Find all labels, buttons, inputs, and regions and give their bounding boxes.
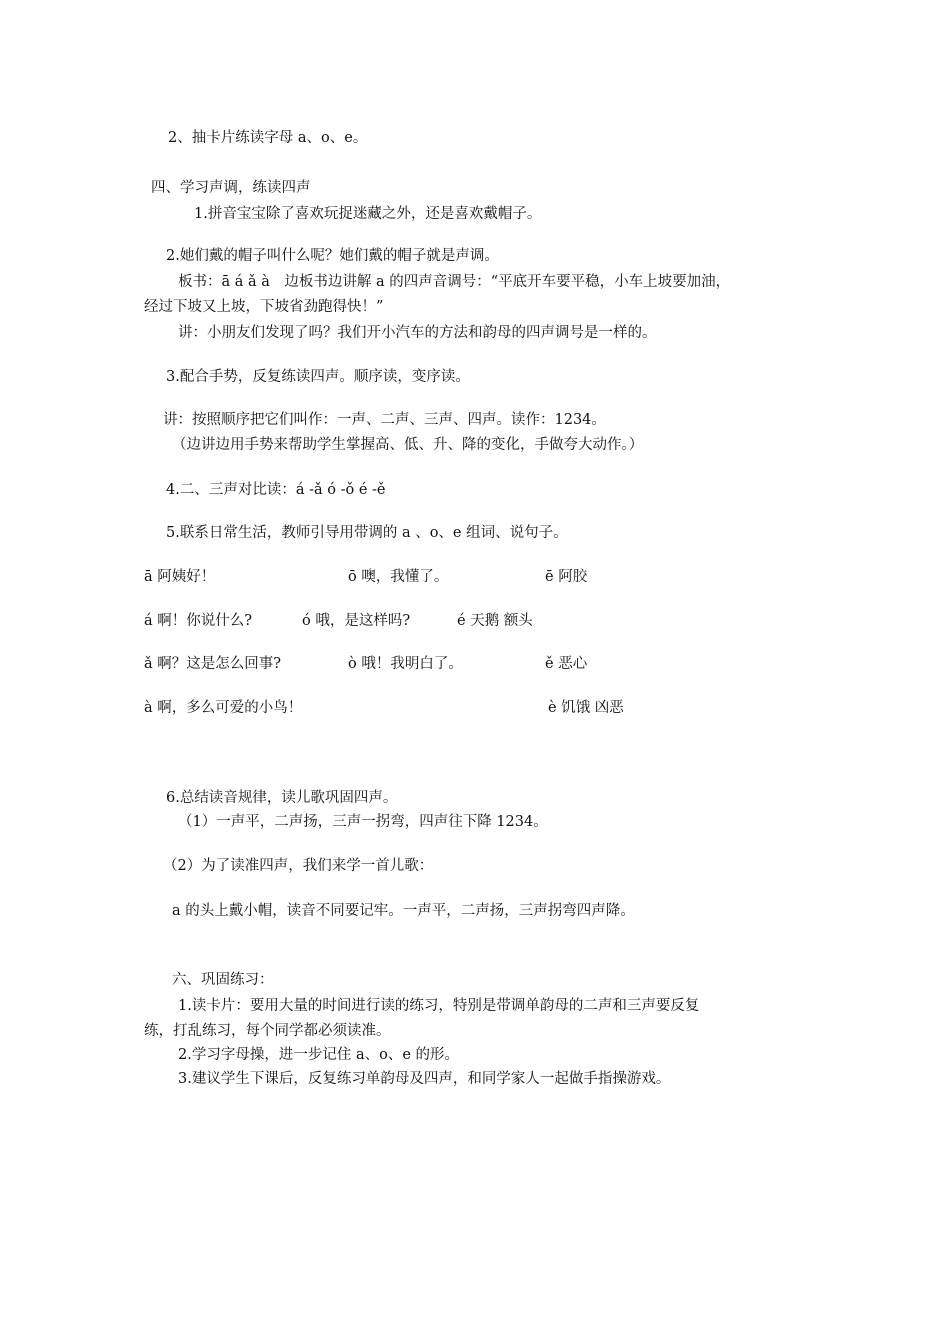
paragraph-hats: 1.拼音宝宝除了喜欢玩捉迷藏之外，还是喜欢戴帽子。: [194, 206, 542, 222]
paragraph-summary: 6.总结读音规律，读儿歌巩固四声。: [166, 790, 398, 806]
paragraph-read-cards-cont: 练，打乱练习，每个同学都必须读准。: [144, 1023, 391, 1039]
example-e: é 天鹅 额头: [457, 613, 533, 629]
example-o: ò 哦！我明白了。: [348, 656, 463, 672]
paragraph-read-cards: 1.读卡片：要用大量的时间进行读的练习，特别是带调单韵母的二声和三声要反复: [178, 998, 700, 1014]
paragraph-board-writing-cont: 经过下坡又上坡，下坡省劲跑得快！”: [144, 299, 384, 315]
example-a: ā 阿姨好！: [144, 569, 216, 585]
paragraph-tones-are-hats: 2.她们戴的帽子叫什么呢？她们戴的帽子就是声调。: [166, 248, 499, 264]
section-heading-practice: 六、巩固练习：: [172, 972, 274, 988]
paragraph-compare-tones: 4.二、三声对比读：á -ǎ ó -ǒ é -ě: [166, 482, 386, 498]
paragraph-rule-1: （1）一声平，二声扬，三声一拐弯，四声往下降 1234。: [178, 814, 548, 830]
example-o: ó 哦，是这样吗?: [302, 613, 411, 629]
paragraph-tone-names: 讲：按照顺序把它们叫作：一声、二声、三声、四声。读作：1234。: [163, 412, 606, 428]
example-a: ǎ 啊？这是怎么回事?: [144, 656, 282, 672]
paragraph-rhyme: a 的头上戴小帽，读音不同要记牢。一声平，二声扬，三声拐弯四声降。: [172, 903, 635, 919]
example-o: ō 噢，我懂了。: [348, 569, 449, 585]
paragraph-homework: 3.建议学生下课后，反复练习单韵母及四声，和同学家人一起做手指操游戏。: [178, 1071, 671, 1087]
paragraph-gesture-note: （边讲边用手势来帮助学生掌握高、低、升、降的变化，手做夸大动作。）: [172, 437, 644, 453]
paragraph-letter-exercise: 2.学习字母操，进一步记住 a、o、e 的形。: [178, 1047, 460, 1063]
paragraph-gestures: 3.配合手势，反复练读四声。顺序读，变序读。: [166, 369, 470, 385]
section-heading-tones: 四、学习声调，练读四声: [151, 180, 311, 196]
paragraph-daily-life: 5.联系日常生活，教师引导用带调的 a 、o、e 组词、说句子。: [166, 525, 568, 541]
paragraph-explain-car: 讲：小朋友们发现了吗？我们开小汽车的方法和韵母的四声调号是一样的。: [178, 325, 657, 341]
paragraph-rule-2: （2）为了读准四声，我们来学一首儿歌：: [163, 858, 434, 874]
example-e: ě 恶心: [545, 656, 588, 672]
example-e: ē 阿胶: [545, 569, 588, 585]
example-a: á 啊！你说什么?: [144, 613, 253, 629]
paragraph-card-practice: 2、抽卡片练读字母 a、o、e。: [168, 130, 368, 146]
example-a: à 啊，多么可爱的小鸟！: [144, 700, 303, 716]
paragraph-board-writing: 板书：ā á ǎ à 边板书边讲解 a 的四声音调号：“平底开车要平稳，小车上坡要加油，: [178, 274, 731, 290]
example-e: è 饥饿 凶恶: [548, 700, 624, 716]
